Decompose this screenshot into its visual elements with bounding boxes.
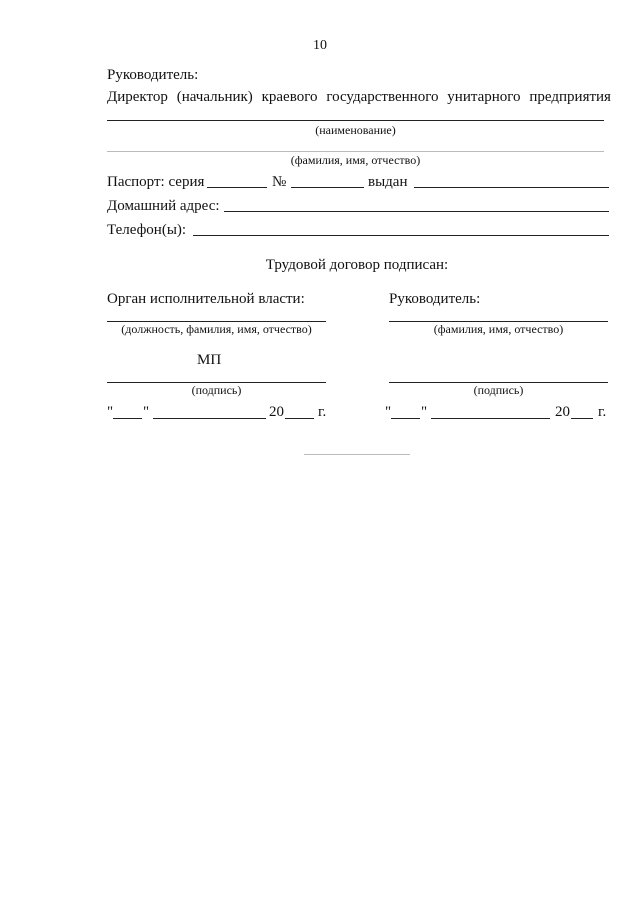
right-date-year-line[interactable] — [571, 418, 593, 419]
director-title-word: предприятия — [529, 89, 611, 105]
passport-number-line[interactable] — [291, 187, 364, 188]
right-caption-signature: (подпись) — [473, 383, 524, 397]
phones-label: Телефон(ы): — [107, 222, 187, 238]
right-date-suffix: г. — [598, 404, 607, 420]
caption-name: (наименование) — [315, 123, 396, 137]
signed-title: Трудовой договор подписан: — [265, 257, 449, 273]
end-separator — [304, 454, 410, 455]
home-address-line[interactable] — [224, 211, 609, 212]
director-title-word: (начальник) — [176, 89, 253, 105]
organization-name-line[interactable] — [107, 120, 604, 121]
left-date-open-quote: " — [107, 404, 114, 420]
director-title-word: государственного — [326, 89, 439, 105]
phones-line[interactable] — [193, 235, 609, 236]
right-caption-fio: (фамилия, имя, отчество) — [433, 322, 564, 336]
passport-label: Паспорт: серия — [107, 174, 205, 190]
right-date-day-line[interactable] — [391, 418, 420, 419]
passport-issued-label: выдан — [368, 174, 408, 190]
left-date-suffix: г. — [318, 404, 327, 420]
left-date-month-line[interactable] — [153, 418, 266, 419]
passport-series-line[interactable] — [207, 187, 267, 188]
passport-issued-line[interactable] — [414, 187, 609, 188]
passport-number-sign: № — [272, 174, 287, 190]
director-title-word: унитарного — [447, 89, 521, 105]
left-heading: Орган исполнительной власти: — [107, 291, 305, 307]
director-title-word: краевого — [261, 89, 318, 105]
manager-heading: Руководитель: — [107, 67, 199, 83]
left-caption-signature: (подпись) — [191, 383, 242, 397]
right-date-month-line[interactable] — [431, 418, 550, 419]
stamp-mark: МП — [197, 352, 222, 368]
page-number: 10 — [313, 38, 327, 53]
left-caption-position: (должность, фамилия, имя, отчество) — [121, 322, 312, 336]
right-date-close-quote: " — [421, 404, 428, 420]
caption-fio: (фамилия, имя, отчество) — [290, 153, 421, 167]
left-date-close-quote: " — [143, 404, 150, 420]
left-date-year-prefix: 20 — [269, 404, 284, 420]
director-title-word: Директор — [107, 89, 168, 105]
left-date-year-line[interactable] — [285, 418, 314, 419]
right-date-year-prefix: 20 — [555, 404, 570, 420]
right-heading: Руководитель: — [389, 291, 481, 307]
director-title — [107, 88, 611, 106]
fio-line[interactable] — [107, 151, 604, 152]
home-address-label: Домашний адрес: — [107, 198, 220, 214]
right-date-open-quote: " — [385, 404, 392, 420]
left-date-day-line[interactable] — [113, 418, 142, 419]
